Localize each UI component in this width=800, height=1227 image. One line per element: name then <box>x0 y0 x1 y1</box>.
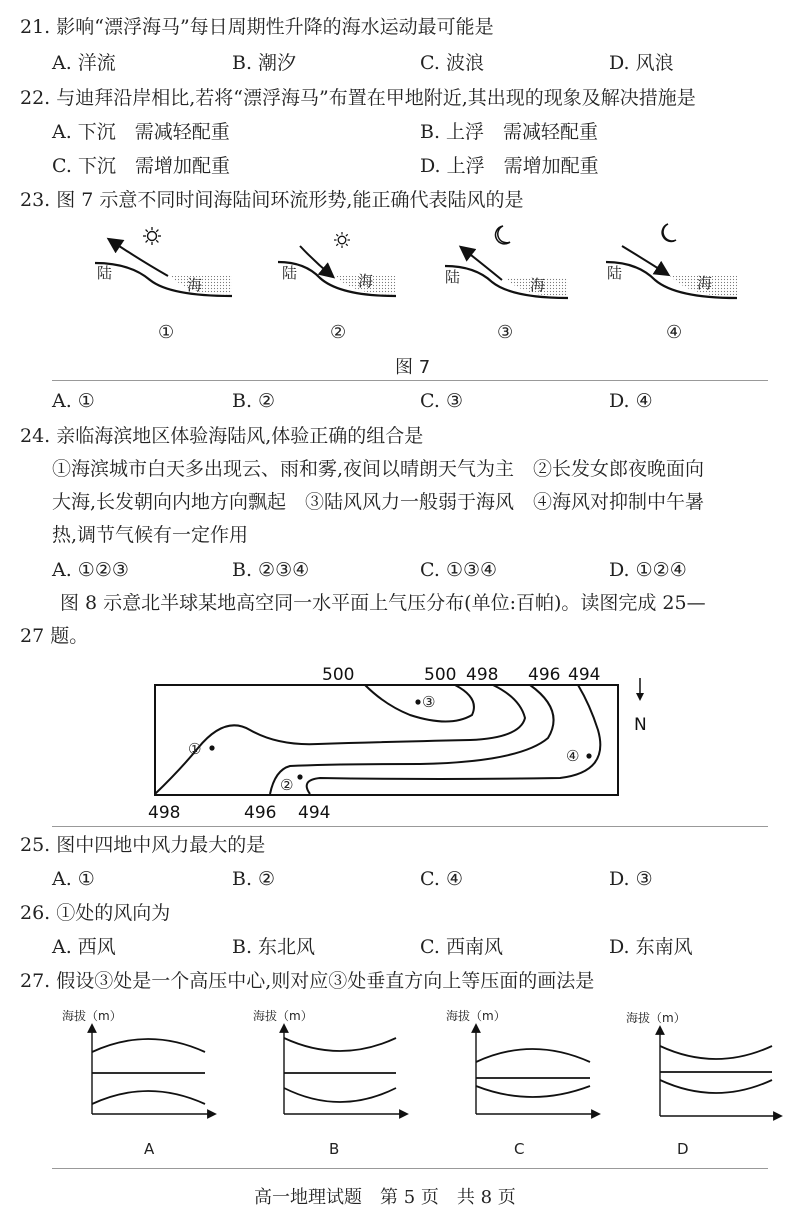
q27-stem: 27. 假设③处是一个高压中心,则对应③处垂直方向上等压面的画法是 <box>20 970 595 992</box>
intro-line-1: 图 8 示意北半球某地高空同一水平面上气压分布(单位:百帕)。读图完成 25— <box>60 592 706 614</box>
q24-stem: 24. 亲临海滨地区体验海陆风,体验正确的组合是 <box>20 425 424 447</box>
q26-stem: 26. ①处的风向为 <box>20 902 171 924</box>
isobar-label-500: 500 <box>424 665 457 685</box>
option-a-letter: A <box>144 1140 155 1158</box>
y-axis-label: 海拔（m） <box>626 1011 686 1025</box>
q25-option-b[interactable]: B. ② <box>232 868 276 890</box>
divider <box>52 380 768 381</box>
option-c-letter: C <box>514 1140 525 1158</box>
option-b-diagram[interactable] <box>253 1008 404 1158</box>
q22-option-a[interactable]: A. 下沉 需减轻配重 <box>52 121 230 143</box>
q24-statement-line-2: 大海,长发朝向内地方向飘起 ③陆风风力一般弱于海风 ④海风对抑制中午暑 <box>52 491 705 513</box>
q26-option-d[interactable]: D. 东南风 <box>609 936 693 958</box>
q23-option-c[interactable]: C. ③ <box>420 390 463 412</box>
q21-stem: 21. 影响“漂浮海马”每日周期性升降的海水运动最可能是 <box>20 16 494 38</box>
q26-option-b[interactable]: B. 东北风 <box>232 936 316 958</box>
q25-stem: 25. 图中四地中风力最大的是 <box>20 834 266 856</box>
moon-icon <box>662 224 676 241</box>
q21-option-a[interactable]: A. 洋流 <box>52 52 116 74</box>
q25-option-a[interactable]: A. ① <box>52 868 95 890</box>
isobar-label-498-bottom: 498 <box>148 803 181 823</box>
q24-statement-line-1: ①海滨城市白天多出现云、雨和雾,夜间以晴朗天气为主 ②长发女郎夜晚面向 <box>52 458 705 480</box>
isobar-label-498-top: 498 <box>466 665 499 685</box>
q23-option-a[interactable]: A. ① <box>52 390 95 412</box>
land-label: 陆 <box>97 264 113 282</box>
isobar-label-496-top: 496 <box>528 665 561 685</box>
isobaric-surface-diagrams <box>0 1000 800 1165</box>
panel-number: ① <box>158 322 175 343</box>
sea-label: 海 <box>187 276 203 294</box>
figure-7-caption: 图 7 <box>395 357 431 378</box>
fig7-panel-4 <box>606 224 737 343</box>
q24-option-d[interactable]: D. ①②④ <box>609 559 687 581</box>
sea-label: 海 <box>358 272 374 290</box>
q21-option-c[interactable]: C. 波浪 <box>420 52 484 74</box>
q24-option-c[interactable]: C. ①③④ <box>420 559 498 581</box>
q24-option-b[interactable]: B. ②③④ <box>232 559 310 581</box>
figure-8-isobar-map <box>0 660 800 830</box>
page-footer: 高一地理试题 第 5 页 共 8 页 <box>254 1187 516 1208</box>
land-label: 陆 <box>445 268 461 286</box>
moon-icon <box>496 226 510 244</box>
option-d-diagram[interactable] <box>626 1010 778 1158</box>
q24-option-a[interactable]: A. ①②③ <box>52 559 129 581</box>
point-2-label: ② <box>280 776 294 794</box>
q24-statement-line-3: 热,调节气候有一定作用 <box>52 524 249 546</box>
intro-line-2: 27 题。 <box>20 625 89 647</box>
y-axis-label: 海拔（m） <box>62 1009 122 1023</box>
isobar-label-494-top: 494 <box>568 665 601 685</box>
option-d-letter: D <box>677 1140 689 1158</box>
north-label: N <box>634 715 647 735</box>
y-axis-label: 海拔（m） <box>446 1009 506 1023</box>
sun-icon <box>334 232 350 248</box>
q23-option-d[interactable]: D. ④ <box>609 390 653 412</box>
q22-option-d[interactable]: D. 上浮 需增加配重 <box>420 155 599 177</box>
isobar-label-500-left: 500 <box>322 665 355 685</box>
point-4-label: ④ <box>566 747 580 765</box>
q22-option-b[interactable]: B. 上浮 需减轻配重 <box>420 121 599 143</box>
q26-option-c[interactable]: C. 西南风 <box>420 936 503 958</box>
land-label: 陆 <box>282 264 298 282</box>
q25-option-c[interactable]: C. ④ <box>420 868 463 890</box>
q21-option-d[interactable]: D. 风浪 <box>609 52 674 74</box>
q26-option-a[interactable]: A. 西风 <box>52 936 116 958</box>
fig7-panel-1 <box>95 227 232 343</box>
y-axis-label: 海拔（m） <box>253 1009 313 1023</box>
option-a-diagram[interactable] <box>62 1008 212 1158</box>
q22-stem: 22. 与迪拜沿岸相比,若将“漂浮海马”布置在甲地附近,其出现的现象及解决措施是 <box>20 87 696 109</box>
divider <box>52 1168 768 1169</box>
isobar-label-494-bottom: 494 <box>298 803 331 823</box>
option-c-diagram[interactable] <box>446 1008 596 1158</box>
sea-label: 海 <box>530 276 546 294</box>
sun-icon <box>143 227 161 245</box>
sea-label: 海 <box>697 274 713 292</box>
point-3-label: ③ <box>422 693 436 711</box>
q22-option-c[interactable]: C. 下沉 需增加配重 <box>52 155 230 177</box>
panel-number: ② <box>330 322 347 343</box>
panel-number: ③ <box>497 322 514 343</box>
q25-option-d[interactable]: D. ③ <box>609 868 653 890</box>
point-1-label: ① <box>188 740 202 758</box>
fig7-panel-3 <box>445 226 568 343</box>
q21-option-b[interactable]: B. 潮汐 <box>232 52 297 74</box>
q23-stem: 23. 图 7 示意不同时间海陆间环流形势,能正确代表陆风的是 <box>20 189 524 211</box>
fig7-panel-2 <box>278 232 396 343</box>
q23-option-b[interactable]: B. ② <box>232 390 276 412</box>
isobar-label-496-bottom: 496 <box>244 803 277 823</box>
panel-number: ④ <box>666 322 683 343</box>
option-b-letter: B <box>329 1140 340 1158</box>
land-label: 陆 <box>607 264 623 282</box>
divider <box>52 826 768 827</box>
